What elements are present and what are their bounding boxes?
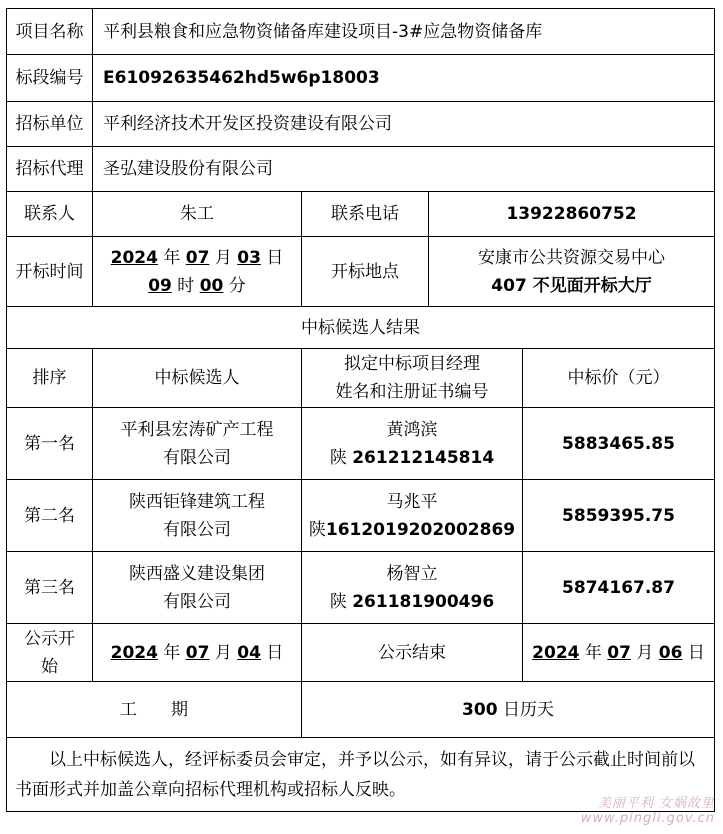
- day-unit: 日: [266, 642, 284, 663]
- row-project-name: [7, 9, 715, 55]
- cert-prefix: 陕: [329, 447, 347, 468]
- open-minute: 00: [199, 275, 224, 296]
- candidate-name-line2: 有限公司: [163, 519, 231, 540]
- candidate-name-line1: 陕西盛义建设集团: [129, 563, 265, 584]
- site-watermark: [581, 792, 715, 826]
- start-month: 07: [185, 642, 210, 663]
- header-price: 中标价（元）: [523, 349, 715, 408]
- candidate-name-line1: 平利县宏涛矿产工程: [120, 419, 274, 440]
- contact-value: 朱工: [93, 192, 302, 237]
- duration-days: 300: [462, 699, 498, 720]
- award-notice-table: [6, 8, 714, 812]
- row-agent: [7, 147, 715, 192]
- cert-number: 261212145814: [352, 447, 495, 468]
- open-hour: 09: [148, 275, 172, 296]
- agent-value: 圣弘建设股份有限公司: [93, 147, 715, 192]
- duration-unit: 日历天: [502, 699, 554, 720]
- manager-name: 黄鸿滨: [386, 419, 438, 440]
- header-rank: 排序: [7, 349, 93, 408]
- end-month: 07: [607, 642, 631, 663]
- publicity-end-value: [523, 624, 715, 682]
- year-unit: 年: [163, 642, 181, 663]
- open-month: 07: [185, 247, 210, 268]
- opening-place-line2: 407 不见面开标大厅: [491, 275, 652, 296]
- row-results-title: [7, 307, 715, 349]
- header-candidate: 中标候选人: [93, 349, 302, 408]
- header-manager: [302, 349, 523, 408]
- project-name-value: 平利县粮食和应急物资储备库建设项目-3#应急物资储备库: [93, 9, 715, 55]
- candidate-name: [93, 480, 302, 552]
- row-publicity: [7, 624, 715, 682]
- publicity-end-label: 公示结束: [302, 624, 523, 682]
- month-unit: 月: [636, 642, 654, 663]
- candidate-rank: 第三名: [7, 552, 93, 624]
- row-contact: [7, 192, 715, 237]
- contact-label: 联系人: [7, 192, 93, 237]
- agent-label: 招标代理: [7, 147, 93, 192]
- candidate-row-2: [7, 480, 715, 552]
- end-year: 2024: [532, 642, 580, 663]
- section-number-value: E61092635462hd5w6p18003: [93, 55, 715, 102]
- publicity-start-label-line1: 公示开: [24, 628, 75, 649]
- candidate-row-3: [7, 552, 715, 624]
- candidate-row-1: [7, 408, 715, 480]
- candidate-name: [93, 408, 302, 480]
- candidate-name-line1: 陕西钜锋建筑工程: [129, 491, 265, 512]
- open-year: 2024: [110, 247, 158, 268]
- candidate-manager: [302, 408, 523, 480]
- candidate-name-line2: 有限公司: [163, 447, 231, 468]
- results-title: 中标候选人结果: [7, 307, 715, 349]
- year-unit: 年: [163, 247, 181, 268]
- cert-number: 261181900496: [352, 591, 495, 612]
- row-duration: [7, 682, 715, 738]
- publicity-start-value: [93, 624, 302, 682]
- month-unit: 月: [214, 247, 232, 268]
- duration-label: 工 期: [7, 682, 302, 738]
- row-opening: [7, 237, 715, 307]
- month-unit: 月: [214, 642, 232, 663]
- candidate-price: 5883465.85: [523, 408, 715, 480]
- candidate-rank: 第二名: [7, 480, 93, 552]
- opening-place-value: [429, 237, 715, 307]
- duration-value: [302, 682, 715, 738]
- end-day: 06: [658, 642, 683, 663]
- year-unit: 年: [584, 642, 602, 663]
- watermark-url: www.pingli.gov.cn: [580, 811, 715, 826]
- candidate-price: 5874167.87: [523, 552, 715, 624]
- candidate-name-line2: 有限公司: [163, 591, 231, 612]
- notice-text: 以上中标候选人，经评标委员会审定，并予以公示，如有异议，请于公示截止时间前以书面形式并加盖公章向招标代理机构或招标人反映。: [15, 749, 695, 800]
- opening-place-label: 开标地点: [302, 237, 429, 307]
- opening-time-label: 开标时间: [7, 237, 93, 307]
- section-number-label: 标段编号: [7, 55, 93, 102]
- row-tenderer: [7, 102, 715, 147]
- candidate-rank: 第一名: [7, 408, 93, 480]
- day-unit: 日: [266, 247, 284, 268]
- opening-place-line1: 安康市公共资源交易中心: [478, 247, 665, 268]
- opening-time-value: [93, 237, 302, 307]
- project-name-label: 项目名称: [7, 9, 93, 55]
- cert-number: 1612019202002869: [325, 519, 516, 540]
- candidate-manager: [302, 480, 523, 552]
- candidate-price: 5859395.75: [523, 480, 715, 552]
- candidate-name: [93, 552, 302, 624]
- open-day: 03: [237, 247, 261, 268]
- publicity-start-label: [7, 624, 93, 682]
- row-section-number: [7, 55, 715, 102]
- publicity-start-label-line2: 始: [41, 656, 58, 677]
- start-year: 2024: [110, 642, 158, 663]
- hour-unit: 时: [177, 275, 195, 296]
- row-results-header: [7, 349, 715, 408]
- manager-name: 杨智立: [386, 563, 438, 584]
- header-manager-line2: 姓名和注册证书编号: [335, 382, 489, 402]
- cert-prefix: 陕: [308, 519, 326, 540]
- manager-name: 马兆平: [386, 491, 438, 512]
- watermark-slogan: 美丽平利 女娲故里: [597, 796, 715, 811]
- minute-unit: 分: [228, 275, 246, 296]
- phone-label: 联系电话: [302, 192, 429, 237]
- candidate-manager: [302, 552, 523, 624]
- start-day: 04: [237, 642, 261, 663]
- tenderer-value: 平利经济技术开发区投资建设有限公司: [93, 102, 715, 147]
- tenderer-label: 招标单位: [7, 102, 93, 147]
- cert-prefix: 陕: [329, 591, 347, 612]
- day-unit: 日: [687, 642, 705, 663]
- header-manager-line1: 拟定中标项目经理: [344, 354, 480, 374]
- phone-value: 13922860752: [429, 192, 715, 237]
